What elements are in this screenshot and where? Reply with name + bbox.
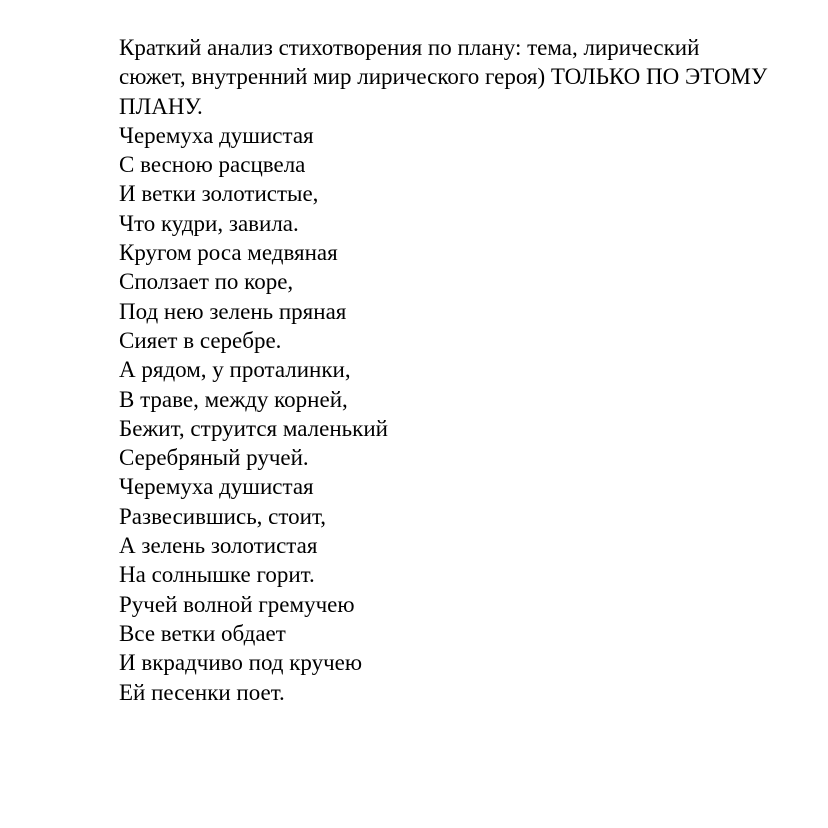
poem-line: Кругом роса медвяная	[119, 240, 338, 266]
poem-line: С весною расцвела	[119, 152, 306, 178]
poem-line: Что кудри, завила.	[119, 210, 299, 236]
poem-line: Бежит, струится маленький	[119, 415, 388, 441]
analysis-prompt: Краткий анализ стихотворения по плану: тема, лирический сюжет, внутренний мир лирического героя) ТОЛЬКО ПО ЭТОМУ ПЛАНУ.	[119, 35, 768, 119]
poem-line: В траве, между корней,	[119, 386, 348, 412]
poem-line: А рядом, у проталинки,	[119, 357, 351, 383]
poem-line: Серебряный ручей.	[119, 445, 309, 471]
poem-line: Развесившись, стоит,	[119, 503, 327, 529]
poem-line: Сияет в серебре.	[119, 327, 282, 353]
poem-line: Черемуха душистая	[119, 474, 314, 500]
poem-line: Под нею зелень пряная	[119, 298, 347, 324]
poem-line: Ей песенки поет.	[119, 679, 285, 705]
poem-line: Ручей волной гремучею	[119, 591, 355, 617]
poem-line: Черемуха душистая	[119, 122, 314, 148]
poem-line: Сползает по коре,	[119, 269, 294, 295]
poem-line: На солнышке горит.	[119, 562, 315, 588]
poem-line: А зелень золотистая	[119, 533, 318, 559]
poem-line: И вкрадчиво под кручею	[119, 650, 363, 676]
poem-line: И ветки золотистые,	[119, 181, 319, 207]
document-body	[119, 33, 769, 707]
poem	[119, 121, 769, 707]
poem-line: Все ветки обдает	[119, 620, 286, 646]
